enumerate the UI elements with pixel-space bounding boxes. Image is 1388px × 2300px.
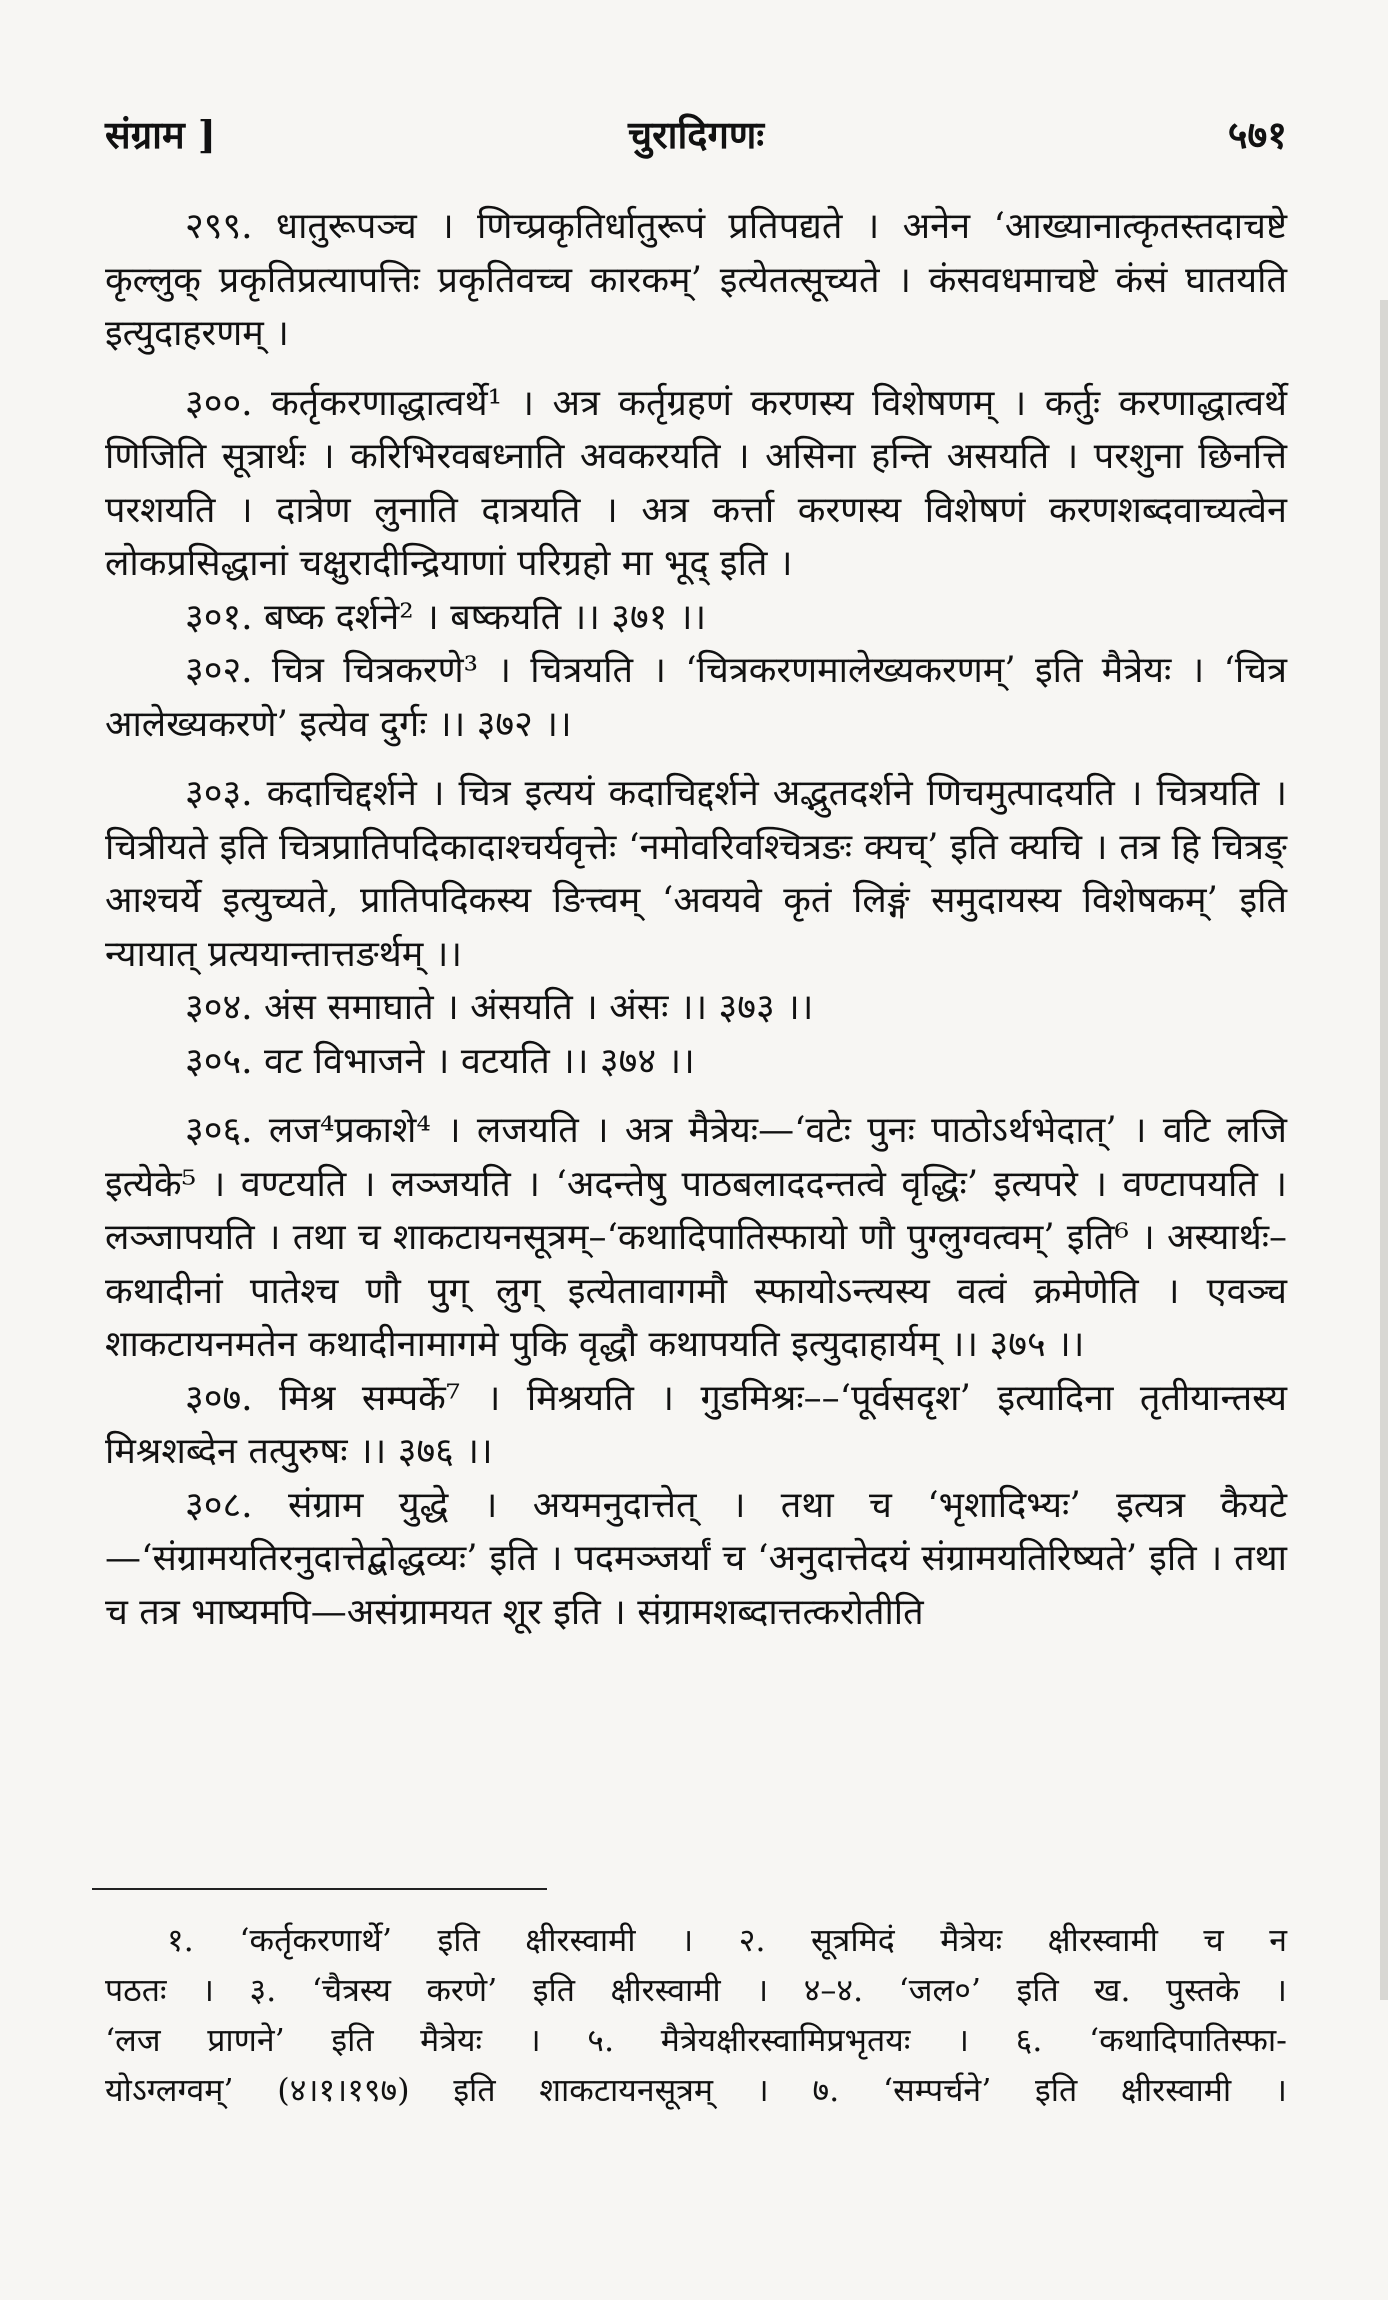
paragraph-308: ३०८. संग्राम युद्धे । अयमनुदात्तेत् । तथा च ‘भृशादिभ्यः’ इत्यत्र कैयटे—‘संग्रामयतिरनुदात्तेद्बोद्धव्यः’ इति । पदमञ्जर्यां च ‘अनुदात्तेदयं संग्रामयतिरिष्यते’ इति । तथा च तत्र भाष्यमपि—असंग्रामयत शूर इति । संग्रामशब्दात्तत्करोतीति	[105, 1484, 1287, 1633]
paragraph-302: ३०२. चित्र चित्रकरणे³ । चित्रयति । ‘चित्रकरणमालेख्यकरणम्’ इति मैत्रेयः । ‘चित्र आलेख्यकरणे’ इत्येव दुर्गः ।। ३७२ ।।	[105, 650, 1287, 745]
header-section-title: संग्राम ]	[105, 112, 216, 157]
main-text	[105, 200, 1287, 1639]
footnote-divider	[92, 1888, 547, 1890]
paragraph-301: ३०१. बष्क दर्शने² । बष्कयति ।। ३७१ ।।	[185, 596, 707, 638]
running-header	[105, 108, 1287, 164]
paragraph-303: ३०३. कदाचिद्दर्शने । चित्र इत्ययं कदाचिद्दर्शने अद्भुतदर्शने णिचमुत्पादयति । चित्रयति । चित्रीयते इति चित्रप्रातिपदिकादाश्चर्यवृत्तेः ‘नमोवरिवश्चित्रङः क्यच्’ इति क्यचि । तत्र हि चित्रङ् आश्चर्ये इत्युच्यते, प्रातिपदिकस्य ङित्त्वम् ‘अवयवे कृतं लिङ्गं समुदायस्य विशेषकम्’ इति न्यायात् प्रत्ययान्तात्तङर्थम् ।।	[105, 773, 1287, 975]
page-edge-shadow	[1380, 300, 1388, 2000]
paragraph-300: ३००. कर्तृकरणाद्धात्वर्थे¹ । अत्र कर्तृग्रहणं करणस्य विशेषणम् । कर्तुः करणाद्धात्वर्थे णिजिति सूत्रार्थः । करिभिरवबध्नाति अवकरयति । असिना हन्ति असयति । परशुना छिनत्ति परशयति । दात्रेण लुनाति दात्रयति । अत्र कर्त्ता करणस्य विशेषणं करणशब्दवाच्यत्वेन लोकप्रसिद्धानां चक्षुरादीन्द्रियाणां परिग्रहो मा भूद् इति ।	[105, 382, 1287, 584]
footnote-line: योऽग्लग्वम्’ (४।१।१९७) इति शाकटायनसूत्रम् । ७. ‘सम्पर्चने’ इति क्षीरस्वामी ।	[105, 2071, 1287, 2109]
paragraph-305: ३०५. वट विभाजने । वटयति ।। ३७४ ।।	[185, 1040, 695, 1082]
paragraph-307: ३०७. मिश्र सम्पर्के⁷ । मिश्रयति । गुडमिश्रः––‘पूर्वसदृश’ इत्यादिना तृतीयान्तस्य मिश्रशब्देन तत्पुरुषः ।। ३७६ ।।	[105, 1377, 1287, 1472]
paragraph-304: ३०४. अंस समाघाते । अंसयति । अंसः ।। ३७३ ।।	[185, 987, 814, 1028]
footnote-line: ‘लज प्राणने’ इति मैत्रेयः । ५. मैत्रेयक्षीरस्वामिप्रभृतयः । ६. ‘कथादिपातिस्फा-	[105, 2021, 1287, 2059]
footnotes	[105, 1915, 1287, 2115]
footnote-line: १. ‘कर्तृकरणार्थे’ इति क्षीरस्वामी । २. सूत्रमिदं मैत्रेयः क्षीरस्वामी च न	[167, 1921, 1287, 1959]
header-chapter-title: चुरादिगणः	[627, 112, 765, 157]
paragraph-306: ३०६. लज⁴प्रकाशे⁴ । लजयति । अत्र मैत्रेयः—‘वटेः पुनः पाठोऽर्थभेदात्’ । वटि लजि इत्येके⁵ । वण्टयति । लञ्जयति । ‘अदन्तेषु पाठबलाददन्तत्वे वृद्धिः’ इत्यपरे । वण्टापयति । लञ्जापयति । तथा च शाकटायनसूत्रम्–‘कथादिपातिस्फायो णौ पुग्लुग्वत्वम्’ इति⁶ । अस्यार्थः–कथादीनां पातेश्च णौ पुग् लुग् इत्येतावागमौ स्फायोऽन्त्यस्य वत्वं क्रमेणेति । एवञ्च शाकटायनमतेन कथादीनामागमे पुकि वृद्धौ कथापयति इत्युदाहार्यम् ।। ३७५ ।।	[105, 1110, 1287, 1365]
paragraph-299: २९९. धातुरूपञ्च । णिच्प्रकृतिर्धातुरूपं प्रतिपद्यते । अनेन ‘आख्यानात्कृतस्तदाचष्टे कृल्लुक् प्रकृतिप्रत्यापत्तिः प्रकृतिवच्च कारकम्’ इत्येतत्सूच्यते । कंसवधमाचष्टे कंसं घातयति इत्युदाहरणम् ।	[105, 206, 1287, 354]
page-number: ५७१	[1227, 112, 1287, 157]
footnote-line: पठतः । ३. ‘चैत्रस्य करणे’ इति क्षीरस्वामी । ४–४. ‘जल०’ इति ख. पुस्तके ।	[105, 1971, 1287, 2009]
